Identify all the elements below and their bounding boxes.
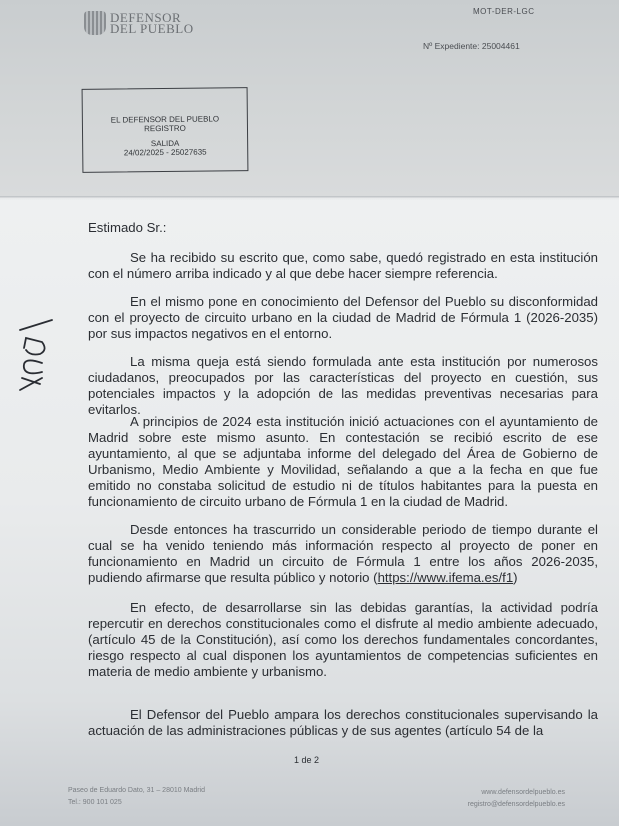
paragraph-5-text: Desde entonces ha trascurrido un considerable periodo de tiempo durante el cual se ha venido teniendo más información respecto al proyecto de poner en funcionamiento en Madrid un circuito de Fórmula 1 entre los años 2026-2035, pudiendo afirmarse que resulta público y notorio (	[88, 522, 598, 585]
footer-web: www.defensordelpueblo.es	[481, 789, 565, 796]
stamp-line4: 24/02/2025 - 25027635	[123, 147, 207, 158]
handwritten-annotation	[12, 318, 57, 398]
greeting: Estimado Sr.:	[88, 220, 167, 235]
footer-phone: Tel.: 900 101 025	[68, 799, 122, 806]
paragraph-4: A principios de 2024 esta institución inició actuaciones con el ayuntamiento de Madrid sobre este mismo asunto. En contestación se recibió escrito de ese ayuntamiento, al que se adjuntaba informe del delegado del Área de Gobierno de Urbanismo, Medio Ambiente y Movilidad, señalando a que a la fecha en que fue emitido no constaba solicitud de estudio ni de títulos habitantes para la puesta en funcionamiento de circuito urbano de Fórmula 1 en la ciudad de Madrid.	[88, 414, 598, 509]
footer-email: registro@defensordelpueblo.es	[467, 801, 565, 808]
paragraph-2: En el mismo pone en conocimiento del Defensor del Pueblo su disconformidad con el proyecto de circuito urbano en la ciudad de Madrid de Fórmula 1 (2026-2035) por sus impactos negativos en el entorno.	[88, 294, 598, 341]
paragraph-5	[88, 522, 598, 586]
paper-fold	[0, 196, 619, 199]
registry-stamp	[82, 87, 249, 173]
stamp-line1: EL DEFENSOR DEL PUEBLO	[110, 114, 220, 125]
footer-right	[468, 787, 565, 811]
stamp-line2: REGISTRO	[144, 123, 186, 134]
coat-of-arms-icon	[84, 11, 106, 35]
stamp-line3: SALIDA	[150, 138, 180, 149]
paragraph-6: En efecto, de desarrollarse sin las debidas garantías, la actividad podría repercutir en derechos constitucionales como el disfrute al medio ambiente adecuado, (artículo 45 de la Constitución), así como los derechos fundamentales concordantes, riesgo respecto al cual disponen los ayuntamientos de competencias suficientes en materia de medio ambiente y urbanismo.	[88, 600, 598, 679]
footer-address: Paseo de Eduardo Dato, 31 – 28010 Madrid	[68, 787, 205, 794]
paragraph-3: La misma queja está siendo formulada ante esta institución por numerosos ciudadanos, preocupados por las características del proyecto en cuestión, sus potenciales impactos y la adopción de las medidas preventivas necesarias para evitarlos.	[88, 354, 598, 417]
defensor-del-pueblo-logo	[84, 11, 194, 35]
paragraph-1: Se ha recibido su escrito que, como sabe, quedó registrado en esta institución con el número arriba indicado y al que debe hacer siempre referencia.	[88, 250, 598, 281]
expediente-number: Nº Expediente: 25004461	[423, 41, 520, 51]
ifema-link[interactable]: https://www.ifema.es/f1	[377, 570, 514, 585]
footer-left	[68, 785, 205, 809]
reference-code: MOT-DER-LGC	[473, 7, 535, 16]
paragraph-5-end: )	[513, 570, 518, 585]
page-number: 1 de 2	[294, 755, 320, 765]
logo-line2: DEL PUEBLO	[110, 21, 194, 36]
logo-line1: DEFENSOR	[110, 10, 182, 25]
paragraph-7: El Defensor del Pueblo ampara los derechos constitucionales supervisando la actuación de las administraciones públicas y de sus agentes (artículo 54 de la	[88, 707, 598, 738]
